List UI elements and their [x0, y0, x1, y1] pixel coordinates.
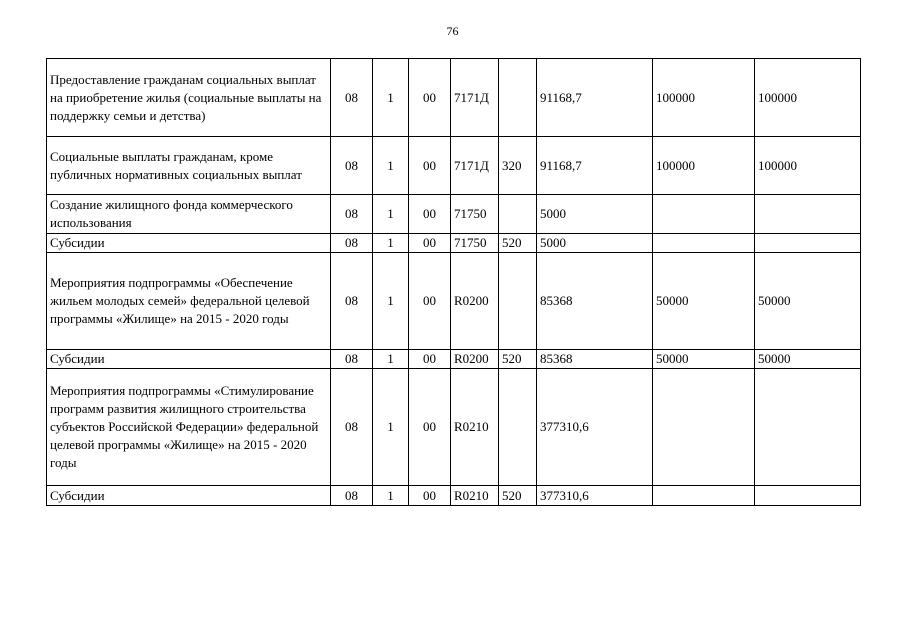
row-name: Предоставление гражданам социальных выплат на приобретение жилья (социальные выплаты на поддержку семьи и детства): [47, 59, 331, 137]
row-program: 00: [409, 350, 451, 369]
table-row: [47, 350, 861, 369]
row-type: [499, 195, 537, 234]
budget-table: [46, 58, 861, 506]
table-row: [47, 369, 861, 486]
table-row: [47, 137, 861, 195]
row-section: 08: [331, 137, 373, 195]
row-subsection: 1: [373, 253, 409, 350]
row-name: Мероприятия подпрограммы «Стимулирование программ развития жилищного строительства субъектов Российской Федерации» федеральной целевой программы «Жилище» на 2015 - 2020 годы: [47, 369, 331, 486]
row-subsection: 1: [373, 234, 409, 253]
row-name: Социальные выплаты гражданам, кроме публичных нормативных социальных выплат: [47, 137, 331, 195]
row-subsection: 1: [373, 369, 409, 486]
row-value-1: 5000: [537, 234, 653, 253]
row-program: 00: [409, 195, 451, 234]
row-subsection: 1: [373, 137, 409, 195]
row-value-2: 50000: [653, 350, 755, 369]
row-subsection: 1: [373, 195, 409, 234]
row-target: R0200: [451, 350, 499, 369]
row-name: Субсидии: [47, 486, 331, 506]
row-target: R0210: [451, 369, 499, 486]
row-program: 00: [409, 253, 451, 350]
table-row: [47, 59, 861, 137]
row-section: 08: [331, 234, 373, 253]
table-row: [47, 234, 861, 253]
row-type: [499, 59, 537, 137]
row-target: 7171Д: [451, 59, 499, 137]
row-program: 00: [409, 59, 451, 137]
row-program: 00: [409, 137, 451, 195]
row-type: [499, 253, 537, 350]
row-target: 71750: [451, 195, 499, 234]
row-value-3: 50000: [755, 253, 861, 350]
table-row: [47, 253, 861, 350]
row-value-1: 91168,7: [537, 137, 653, 195]
row-type: 520: [499, 234, 537, 253]
row-type: 520: [499, 350, 537, 369]
row-target: R0210: [451, 486, 499, 506]
page-number: 76: [446, 24, 459, 38]
row-value-3: 50000: [755, 350, 861, 369]
row-name: Субсидии: [47, 234, 331, 253]
row-type: 320: [499, 137, 537, 195]
row-value-1: 377310,6: [537, 486, 653, 506]
row-target: 71750: [451, 234, 499, 253]
row-value-1: 85368: [537, 253, 653, 350]
row-value-3: 100000: [755, 59, 861, 137]
row-value-1: 377310,6: [537, 369, 653, 486]
row-section: 08: [331, 350, 373, 369]
row-value-2: [653, 369, 755, 486]
row-name: Создание жилищного фонда коммерческого использования: [47, 195, 331, 234]
row-value-1: 5000: [537, 195, 653, 234]
row-type: [499, 369, 537, 486]
row-type: 520: [499, 486, 537, 506]
row-value-3: [755, 234, 861, 253]
row-value-1: 91168,7: [537, 59, 653, 137]
row-subsection: 1: [373, 486, 409, 506]
row-value-2: [653, 486, 755, 506]
row-name: Субсидии: [47, 350, 331, 369]
row-value-2: 50000: [653, 253, 755, 350]
row-value-2: 100000: [653, 59, 755, 137]
row-target: R0200: [451, 253, 499, 350]
row-subsection: 1: [373, 350, 409, 369]
row-section: 08: [331, 369, 373, 486]
row-target: 7171Д: [451, 137, 499, 195]
row-section: 08: [331, 195, 373, 234]
row-value-3: 100000: [755, 137, 861, 195]
row-value-2: 100000: [653, 137, 755, 195]
row-program: 00: [409, 369, 451, 486]
row-section: 08: [331, 486, 373, 506]
row-value-3: [755, 369, 861, 486]
row-section: 08: [331, 59, 373, 137]
row-subsection: 1: [373, 59, 409, 137]
table-row: [47, 486, 861, 506]
row-value-3: [755, 195, 861, 234]
row-name: Мероприятия подпрограммы «Обеспечение жильем молодых семей» федеральной целевой программы «Жилище» на 2015 - 2020 годы: [47, 253, 331, 350]
row-value-3: [755, 486, 861, 506]
row-program: 00: [409, 234, 451, 253]
row-program: 00: [409, 486, 451, 506]
row-value-1: 85368: [537, 350, 653, 369]
row-section: 08: [331, 253, 373, 350]
row-value-2: [653, 234, 755, 253]
table-row: [47, 195, 861, 234]
row-value-2: [653, 195, 755, 234]
